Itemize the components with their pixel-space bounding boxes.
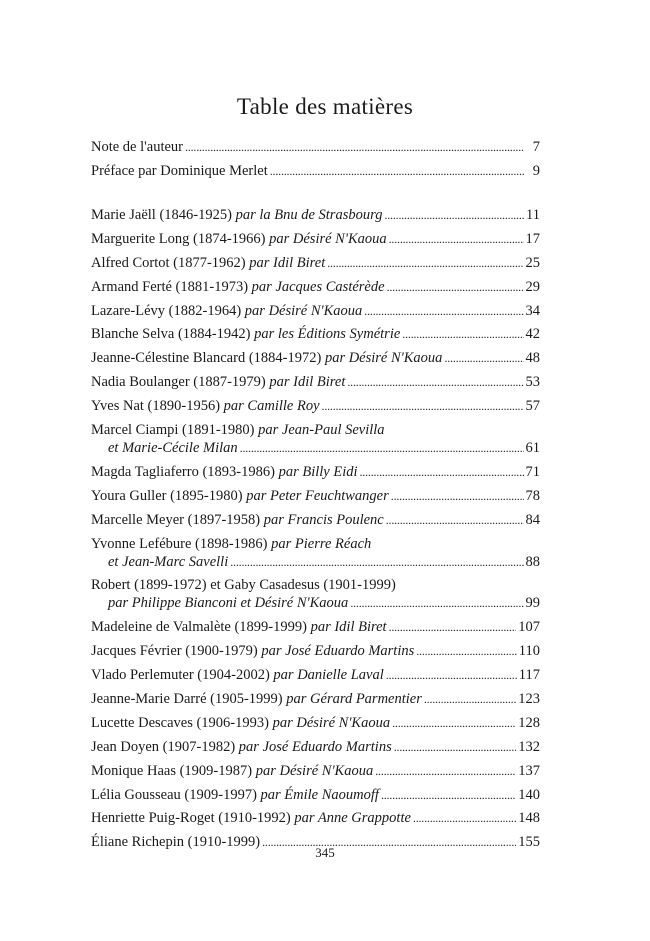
entry-second-line [91,594,540,612]
toc-entry [91,230,540,248]
toc-entry [91,397,540,415]
entry-title: Marie Jaëll (1846-1925) [91,207,232,223]
page-number: 345 [315,845,335,860]
entry-title: Magda Tagliaferro (1893-1986) [91,463,275,480]
toc-entry [91,373,540,391]
leader-dots [389,230,524,248]
entry-title: Lucette Descaves (1906-1993) [91,714,269,731]
entry-line [91,738,540,756]
entry-title: Armand Ferté (1881-1973) [91,278,249,295]
entry-page: 132 [518,738,540,755]
leader-dots [364,302,523,320]
entry-title-wrap [91,397,320,415]
toc-entry [91,162,540,180]
entry-title-wrap [91,373,345,391]
entry-title: Lazare-Lévy (1882-1964) [91,302,242,319]
entry-line [91,349,540,367]
entry-author: par Anne Grappotte [294,810,411,827]
entry-title-wrap [91,302,362,320]
leader-dots [413,809,516,827]
entry-title-wrap [91,714,390,732]
entry-title-wrap [91,690,422,708]
entry-page: 123 [518,691,540,708]
table-of-contents [91,138,540,857]
entry-page: 42 [525,326,540,343]
entry-title-wrap [91,511,384,529]
toc-entry [91,463,540,481]
entry-title: Note de l'auteur [91,139,183,155]
leader-dots [392,714,516,732]
toc-entry [91,786,540,804]
entry-page: 71 [525,463,540,480]
toc-entry [91,535,540,571]
entry-author: par Désiré N'Kaoua [272,714,391,731]
entry-author: par Philippe Bianconi et Désiré N'Kaoua [108,595,349,612]
leader-dots [386,511,524,529]
entry-title-wrap [91,254,325,272]
entry-title: Monique Haas (1909-1987) [91,762,253,779]
entry-page: 88 [525,553,540,570]
entry-title-wrap [91,230,387,248]
entry-line [91,714,540,732]
entry-author: par Gérard Parmentier [286,691,422,708]
entry-first-line [91,576,540,594]
entry-first-line [91,421,540,439]
entry-author: par Idil Biret [249,254,326,271]
entry-page: 78 [525,487,540,504]
leader-dots [360,463,524,481]
entry-author: par Désiré N'Kaoua [324,350,443,367]
entry-page: 57 [525,398,540,415]
leader-dots [394,738,517,756]
toc-entry [91,302,540,320]
entry-title: Éliane Richepin (1910-1999) [91,834,261,851]
entry-title: Jean Doyen (1907-1982) [91,738,236,755]
entry-line [91,511,540,529]
entry-title: Vlado Perlemuter (1904-2002) [91,667,270,684]
entry-title-wrap [91,786,379,804]
leader-dots [327,254,523,272]
entry-title-wrap [91,487,389,505]
entry-line [91,278,540,296]
entry-title: Madeleine de Valmalète (1899-1999) [91,619,307,636]
entry-page: 107 [518,619,540,636]
entry-page: 53 [525,374,540,391]
toc-entry [91,642,540,660]
entry-title: Henriette Puig-Roget (1910-1992) [91,810,291,827]
entry-title: Nadia Boulanger (1887-1979) [91,374,266,391]
leader-dots [402,325,523,343]
entry-line [91,254,540,272]
toc-entry [91,762,540,780]
leader-dots [230,553,523,571]
leader-dots [391,487,524,505]
leader-dots [350,594,523,612]
toc-entry [91,618,540,636]
entry-second-line [91,553,540,571]
entry-title: Robert (1899-1972) et Gaby Casadesus (1901-1999) [91,577,396,594]
entry-title: Youra Guller (1895-1980) [91,487,243,504]
chapter-list [91,206,540,851]
entry-line [91,642,540,660]
entry-title: Jeanne-Célestine Blancard (1884-1972) [91,350,322,367]
entry-line [91,618,540,636]
entry-title: Lélia Gousseau (1909-1997) [91,786,257,803]
entry-page: 61 [525,440,540,457]
entry-author: par Désiré N'Kaoua [244,302,363,319]
entry-title-wrap [91,278,385,296]
entry-line [91,302,540,320]
page-title: Table des matières [236,94,414,119]
entry-line [91,463,540,481]
entry-title: Préface par Dominique Merlet [91,163,268,179]
entry-author: par Danielle Laval [273,667,384,684]
toc-entry [91,421,540,457]
entry-title-wrap [91,325,400,343]
entry-title: Jeanne-Marie Darré (1905-1999) [91,691,283,708]
entry-author: par Pierre Réach [271,535,372,552]
leader-dots [270,162,524,180]
toc-entry [91,254,540,272]
toc-entry [91,738,540,756]
entry-first-line [91,535,540,553]
entry-title-wrap [91,666,384,684]
entry-page: 137 [518,762,540,779]
entry-title-wrap [91,738,392,756]
entry-author: par Idil Biret [310,619,387,636]
entry-page: 29 [525,278,540,295]
leader-dots [185,138,524,156]
entry-line [91,762,540,780]
entry-author: par Idil Biret [269,374,346,391]
leader-dots [424,690,516,708]
entry-title: Alfred Cortot (1877-1962) [91,254,246,271]
entry-author: et Jean-Marc Savelli [108,553,229,570]
entry-title: Jacques Février (1900-1979) [91,643,258,660]
toc-entry [91,690,540,708]
entry-line [91,809,540,827]
leader-dots [389,618,517,636]
entry-page: 34 [525,302,540,319]
entry-author: par les Éditions Symétrie [254,326,401,343]
entry-line [91,487,540,505]
toc-entry [91,714,540,732]
entry-title: Blanche Selva (1884-1942) [91,326,251,343]
entry-title: Marguerite Long (1874-1966) [91,230,266,247]
entry-title-wrap [91,809,411,827]
entry-title-wrap [91,618,387,636]
entry-page: 117 [518,667,540,684]
entry-title-wrap [91,206,382,224]
entry-title: Yvonne Lefébure (1898-1986) [91,535,268,552]
entry-second-line [91,439,540,457]
entry-title: Yves Nat (1890-1956) [91,398,221,415]
toc-entry [91,666,540,684]
entry-title-wrap [91,762,373,780]
entry-author: par Désiré N'Kaoua [255,762,374,779]
entry-page: 128 [518,714,540,731]
entry-author: par Camille Roy [223,398,320,415]
leader-dots [375,762,516,780]
entry-page: 11 [526,207,540,223]
entry-page: 84 [525,511,540,528]
entry-author: par Francis Poulenc [263,511,384,528]
entry-author: par Jean-Paul Sevilla [258,422,385,439]
entry-page: 25 [525,254,540,271]
leader-dots [322,397,524,415]
toc-entry [91,206,540,224]
leader-dots [444,349,523,367]
toc-entry [91,576,540,612]
entry-author: par Billy Eidi [278,463,358,480]
entry-line [91,786,540,804]
leader-dots [381,786,516,804]
entry-page: 140 [518,786,540,803]
entry-title: Marcelle Meyer (1897-1958) [91,511,261,528]
toc-entry [91,511,540,529]
leader-dots [387,278,524,296]
entry-page: 99 [525,595,540,612]
leader-dots [416,642,517,660]
entry-author: par José Eduardo Martins [238,738,392,755]
entry-line [91,373,540,391]
entry-title-wrap [91,642,414,660]
leader-dots [386,666,517,684]
entry-line [91,666,540,684]
toc-entry [91,278,540,296]
entry-page: 17 [525,230,540,247]
entry-author: par José Eduardo Martins [261,643,415,660]
entry-page: 9 [532,163,540,179]
entry-line [91,230,540,248]
entry-line [91,325,540,343]
toc-entry [91,325,540,343]
leader-dots [240,439,524,457]
entry-title-wrap [91,349,442,367]
entry-author: par la Bnu de Strasbourg [235,207,383,223]
entry-author: par Désiré N'Kaoua [269,230,387,247]
entry-page: 155 [518,834,540,851]
entry-page: 110 [518,643,540,660]
entry-page: 7 [532,139,540,155]
toc-entry [91,349,540,367]
entry-line [91,397,540,415]
leader-dots [384,206,524,224]
entry-page: 148 [518,810,540,827]
entry-title: Marcel Ciampi (1891-1980) [91,422,255,439]
toc-entry [91,809,540,827]
entry-author: et Marie-Cécile Milan [108,440,238,457]
leader-dots [347,373,523,391]
entry-line [91,690,540,708]
front-matter-list [91,138,540,180]
entry-author: par Peter Feuchtwanger [246,487,389,504]
entry-author: par Émile Naoumoff [260,786,379,803]
entry-title-wrap [91,463,358,481]
toc-entry [91,138,540,156]
entry-line [91,206,540,224]
toc-entry [91,487,540,505]
entry-page: 48 [525,350,540,367]
entry-author: par Jacques Castérède [251,278,385,295]
